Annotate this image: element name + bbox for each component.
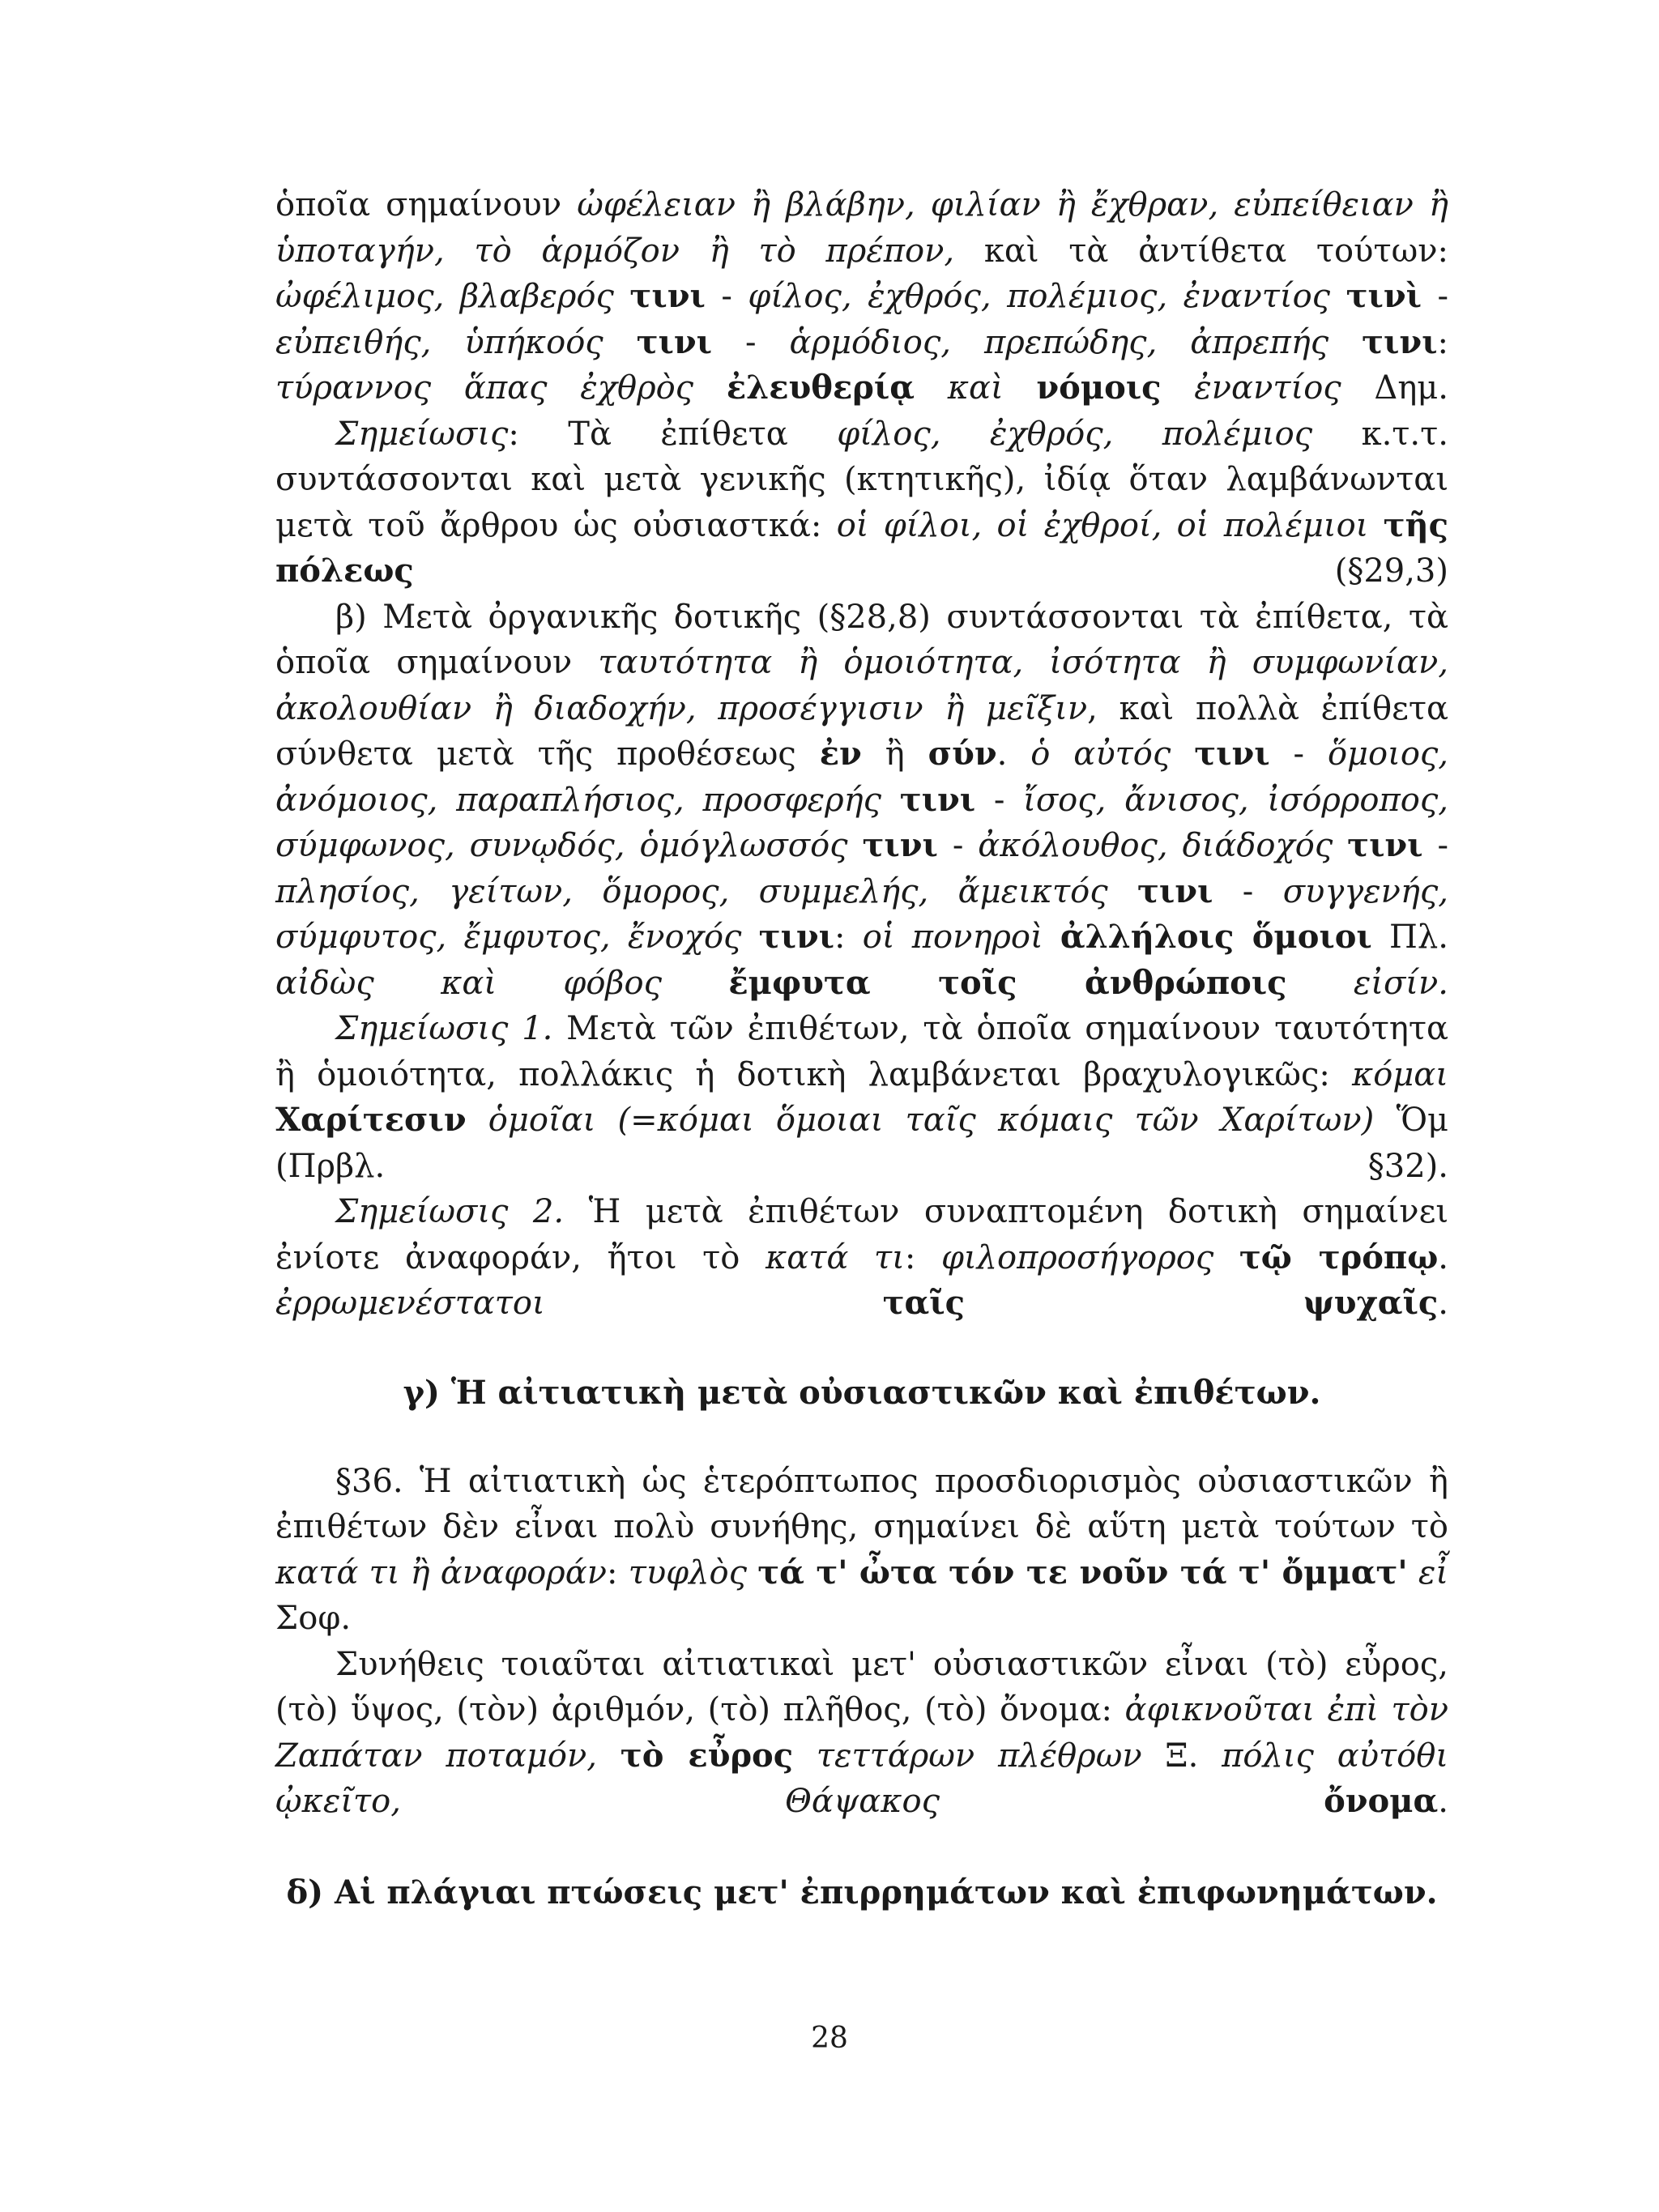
para3-run: τινι — [1194, 735, 1270, 773]
para1-run: καὶ τὰ ἀντίθετα τούτων: — [954, 232, 1448, 270]
para3-run: β) Μετὰ ὀργανικῆς δοτικῆς (§28,8) συντάσσονται τὰ ἐπίθετα, τὰ ὁποῖα σημαίνουν — [275, 598, 1448, 681]
para3-run: τινι — [862, 826, 938, 864]
para2-run: κ.τ.τ. συντάσσονται καὶ μετὰ γενικῆς (κτητικῆς), ἰδίᾳ ὅταν λαμβάνωνται μετὰ τοῦ ἄρθρου ὡς οὐσιαστκά: — [275, 415, 1448, 544]
para6-run: τυφλὸς — [628, 1554, 758, 1592]
para2-run: Σημείωσις — [335, 415, 509, 453]
para1-run: - — [705, 278, 748, 315]
para1-run: ὁποῖα σημαίνουν — [275, 186, 578, 224]
paragraph-36 — [275, 1459, 1448, 1642]
section-heading-accusative: γ) Ἡ αἰτιατικὴ μετὰ οὐσιαστικῶν καὶ ἐπιθέτων. — [403, 1373, 1321, 1412]
para3-run: ταυτότητα ἢ ὁμοιότητα, ἰσότητα ἢ συμφωνίαν, ἀκολουθίαν ἢ διαδοχήν, προσέγγισιν ἢ μεῖξιν — [275, 644, 1449, 727]
para3-run: ἀλλήλοις ὅμοιοι — [1060, 918, 1372, 956]
para1-run: ἐλευθερίᾳ — [726, 369, 915, 407]
para1-run: τινι — [636, 322, 713, 361]
para7-run: πόλις αὐτόθι ᾠκεῖτο, Θάψακος — [275, 1737, 1448, 1820]
page-number: 28 — [811, 2022, 848, 2055]
para3-run: τινι — [758, 918, 835, 956]
para3-run: ἐν — [819, 735, 862, 773]
para1-run: νόμοις — [1036, 369, 1162, 407]
para2-run: φίλος, ἐχθρός, πολέμιος — [837, 415, 1313, 453]
para6-run: : — [607, 1554, 629, 1592]
para2-run: οἱ φίλοι, οἱ ἐχθροί, οἱ πολέμιοι — [836, 506, 1384, 544]
para5-run: Σημείωσις 2. — [335, 1193, 565, 1230]
para6-run: εἶ — [1407, 1554, 1449, 1592]
para3-run: πλησίος, γείτων, ὅμορος, συμμελής, ἄμεικτός — [275, 872, 1137, 910]
para3-run: συγγενής, σύμφυτος, ἔμφυτος, ἔνοχός — [275, 872, 1448, 956]
para5-run: ἐρρωμενέστατοι — [275, 1285, 883, 1322]
paragraph-adjectives-dative — [275, 182, 1448, 411]
para3-run: ἴσος, ἄνισος, ἰσόρροπος, σύμφωνος, συνῳδός, ὁμόγλωσσός — [275, 781, 1449, 864]
para3-run: - — [975, 781, 1024, 819]
para4-run: Χαρίτεσιν — [275, 1101, 467, 1139]
para3-run: , καὶ πολλὰ ἐπίθετα σύνθετα μετὰ τῆς προθέσεως — [275, 689, 1449, 773]
para3-run: Πλ. — [1371, 918, 1448, 956]
para3-run: - — [1269, 735, 1328, 773]
para1-run: φίλος, ἐχθρός, πολέμιος, ἐναντίος — [748, 278, 1346, 315]
para7-run: ἀφικνοῦται ἐπὶ τὸν Ζαπάταν ποταμόν, — [275, 1691, 1449, 1775]
para2-run: : Τὰ ἐπίθετα — [508, 415, 838, 453]
para4-run: Σημείωσις 1. — [335, 1010, 553, 1047]
para3-run: - — [937, 827, 979, 864]
para1-run: : — [1437, 323, 1448, 361]
para3-run: τινι — [1347, 826, 1423, 864]
para1-run: εὐπειθής, ὑπήκοός — [275, 323, 637, 361]
para6-run: τά τ' ὦτα τόν τε νοῦν τά τ' ὄμματ' — [757, 1553, 1408, 1592]
para3-run: ἔμφυτα τοῖς ἀνθρώποις — [728, 963, 1287, 1002]
para1-run: τινὶ — [1346, 277, 1422, 315]
para5-run: ταῖς ψυχαῖς — [882, 1284, 1439, 1322]
para3-run: εἰσίν. — [1286, 964, 1448, 1002]
para3-run: ὁ αὐτός — [1030, 735, 1195, 773]
para7-run: τὸ εὖρος — [620, 1736, 794, 1775]
para7-run: Ξ. — [1141, 1737, 1222, 1775]
para1-run: ἁρμόδιος, πρεπώδης, ἀπρεπής — [789, 323, 1363, 361]
para7-run: ὄνομα — [1324, 1782, 1439, 1820]
para1-run: τινι — [629, 277, 706, 315]
para3-run: οἱ πονηροὶ — [862, 918, 1060, 956]
para3-run: . — [996, 735, 1031, 773]
para5-run: κατά τι — [766, 1238, 905, 1276]
para1-run: Δημ. — [1341, 369, 1448, 407]
para4-run: Μετὰ τῶν ἐπιθέτων, τὰ ὁποῖα σημαίνουν ταυτότητα ἢ ὁμοιότητα, πολλάκις ἡ δοτικὴ λαμβάνεται βραχυλογικῶς: — [275, 1010, 1448, 1093]
para3-run: σύν — [928, 735, 997, 773]
para3-run: ὅμοιος, ἀνόμοιος, παραπλήσιος, προσφερής — [275, 735, 1449, 819]
para1-run: καὶ — [915, 369, 1037, 407]
para3-run: τινι — [899, 780, 976, 819]
para5-run: τῷ τρόπῳ — [1239, 1238, 1439, 1276]
note-2 — [275, 1189, 1448, 1327]
para6-run: κατά τι ἢ ἀναφοράν — [275, 1554, 608, 1592]
para7-run: τεττάρων πλέθρων — [793, 1737, 1142, 1775]
para5-run: . — [1438, 1285, 1448, 1322]
para3-run: ἀκόλουθος, διάδοχός — [978, 827, 1348, 864]
para3-run: ἢ — [861, 735, 928, 773]
para2-run: τῆς πόλεως — [275, 505, 1448, 590]
para1-run: ἐναντίος — [1161, 369, 1341, 407]
note-1 — [275, 1006, 1448, 1189]
para5-run: . — [1438, 1238, 1448, 1276]
para1-run: τινι — [1362, 322, 1438, 361]
para4-run: κόμαι — [1351, 1055, 1448, 1093]
para1-run: ὠφέλιμος, βλαβερός — [275, 278, 630, 315]
para3-run: - — [1422, 827, 1448, 864]
para2-run: (§29,3) — [413, 552, 1448, 590]
para5-run: : — [904, 1238, 941, 1276]
para3-run: τινι — [1137, 872, 1213, 910]
paragraph-instrumental-dative — [275, 595, 1448, 1007]
para1-run: τύραννος ἅπας ἐχθρὸς — [275, 369, 727, 407]
para6-run: Σοφ. — [275, 1600, 352, 1637]
para7-run: Συνήθεις τοιαῦται αἰτιατικαὶ μετ' οὐσιαστικῶν εἶναι (τὸ) εὖρος, (τὸ) ὕψος, (τὸν) ἀριθμόν, (τὸ) πλῆθος, (τὸ) ὄνομα: — [275, 1645, 1448, 1728]
paragraph-common-accusatives — [275, 1642, 1448, 1825]
para4-run: ὁμοῖαι (=κόμαι ὅμοιαι ταῖς κόμαις τῶν Χαρίτων) — [466, 1102, 1375, 1139]
para5-run: φιλοπροσήγορος — [940, 1238, 1239, 1276]
note-genitive — [275, 411, 1448, 595]
para4-run: Ὅμ (Πρβλ. §32). — [275, 1102, 1448, 1185]
para7-run: . — [1438, 1783, 1448, 1820]
para1-run: - — [712, 323, 790, 361]
para1-run: - — [1421, 278, 1449, 315]
para1-run: ὠφέλειαν ἢ βλάβην, φιλίαν ἢ ἔχθραν, εὐπείθειαν ἢ ὑποταγήν, τὸ ἁρμόζον ἢ τὸ πρέπον, — [275, 186, 1448, 270]
para3-run: : — [834, 918, 863, 956]
page-body — [275, 182, 1448, 1912]
para3-run: αἰδὼς καὶ φόβος — [275, 964, 729, 1002]
para6-run: §36. Ἡ αἰτιατικὴ ὡς ἑτερόπτωπος προσδιορισμὸς οὐσιαστικῶν ἢ ἐπιθέτων δὲν εἶναι πολὺ συνήθης, σημαίνει δὲ αὕτη μετὰ τούτων τὸ — [275, 1462, 1448, 1545]
para5-run: Ἡ μετὰ ἐπιθέτων συναπτομένη δοτικὴ σημαίνει ἐνίοτε ἀναφοράν, ἤτοι τὸ — [275, 1193, 1449, 1276]
para3-run: - — [1213, 872, 1283, 910]
section-heading-oblique-cases: δ) Αἱ πλάγιαι πτώσεις μετ' ἐπιρρημάτων καὶ ἐπιφωνημάτων. — [286, 1873, 1438, 1912]
